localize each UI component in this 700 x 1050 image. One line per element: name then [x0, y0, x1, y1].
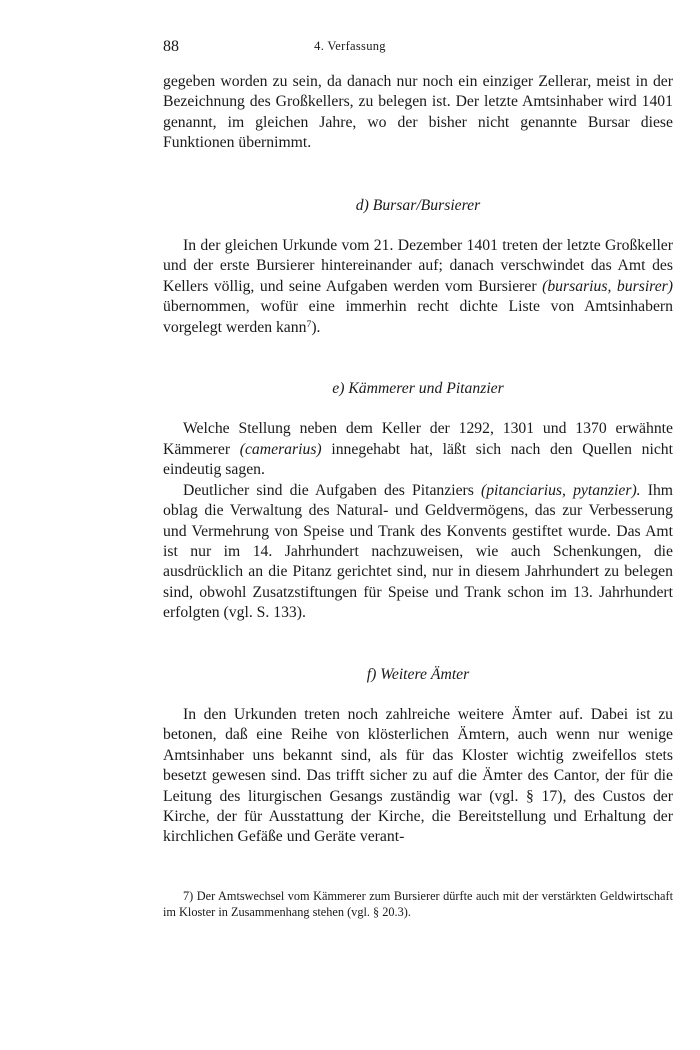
running-head: 4. Verfassung: [314, 39, 386, 53]
section-heading-e: e) Kämmerer und Pitanzier: [332, 380, 504, 398]
paragraph-pitanzier: [163, 481, 673, 624]
paragraph-text: übernommen, wofür eine immerhin recht dichte Liste von Amtsinhabern vorgelegt werden kann: [163, 298, 673, 336]
footnote-text: [163, 888, 673, 920]
page-number: 88: [163, 38, 179, 55]
paragraph-text: ).: [311, 318, 321, 336]
paragraph-text: Welche Stellung neben dem Keller der 1292, 1301 und 1370 erwähnte Kämmerer: [163, 420, 673, 458]
paragraph-text: In der gleichen Urkunde vom 21. Dezember 1401 treten der letzte Großkeller und der erste Bursierer hintereinander auf; danach verschwindet das Amt des Kellers völlig, und seine Aufgaben werden vom Bursierer: [163, 237, 673, 295]
paragraph-text: innegehabt hat, läßt sich nach den Quellen nicht eindeutig sagen.: [163, 440, 674, 479]
page-header: [0, 38, 700, 60]
paragraph-weitere-aemter: In den Urkunden treten noch zahlreiche weitere Ämter auf. Dabei ist zu betonen, daß eine Reihe von klösterlichen Ämtern, auch wenn nur wenige Amtsinhaber uns bekannt sind, als für das Kloster wichtig zweifellos stets besetzt gewesen sind. Das trifft sicher zu auf die Ämter des Cantor, der für die Leitung des liturgischen Gesangs zuständig war (vgl. § 17), des Custos der Kirche, der für Ausstattung der Kirche, die Bereitstellung und Erhaltung der kirchlichen Gefäße und Geräte verant-: [163, 705, 673, 846]
footnote-marker: 7): [183, 889, 194, 903]
paragraph-text: Deutlicher sind die Aufgaben des Pitanziers: [183, 481, 481, 499]
paragraph-bursar: [163, 236, 673, 338]
latin-term: (pitanciarius, pytanzier).: [480, 481, 641, 499]
section-heading-d: d) Bursar/Bursierer: [355, 196, 481, 214]
footnote: [163, 888, 673, 920]
latin-term: (camerarius): [239, 440, 322, 458]
paragraph-text: Ihm oblag die Verwaltung des Natural- und Geldvermögens, das zur Verbesserung und Vermehrung von Speise und Trank des Konvents gestiftet wurde. Das Amt ist nur im 14. Jahrhundert nachzuweisen, wie auch Schenkungen, die ausdrücklich an die Pitanz gerichtet sind, nur in diesem Jahrhundert zu belegen sind, obwohl Zusatzstiftungen für Speise und Trank schon im 13. Jahrhundert erfolgten (vgl. S. 133).: [163, 481, 673, 622]
paragraph-kaemmerer: [163, 419, 673, 480]
section-heading-f: f) Weitere Ämter: [366, 665, 470, 683]
footnote-body: Der Amtswechsel vom Kämmerer zum Bursierer dürfte auch mit der verstärkten Geldwirtschaft im Kloster in Zusammenhang stehen (vgl. § 20.3).: [163, 889, 673, 919]
latin-term: (bursarius, bursirer): [542, 277, 673, 295]
paragraph-continuation: gegeben worden zu sein, da danach nur noch ein einziger Zellerar, meist in der Bezeichnung des Großkellers, zu belegen ist. Der letzte Amtsinhaber wird 1401 genannt, im gleichen Jahre, wo der bisher nicht genannte Bursar diese Funktionen übernimmt.: [163, 73, 673, 152]
main-text: [163, 72, 673, 848]
footnote-reference: 7: [306, 318, 312, 330]
